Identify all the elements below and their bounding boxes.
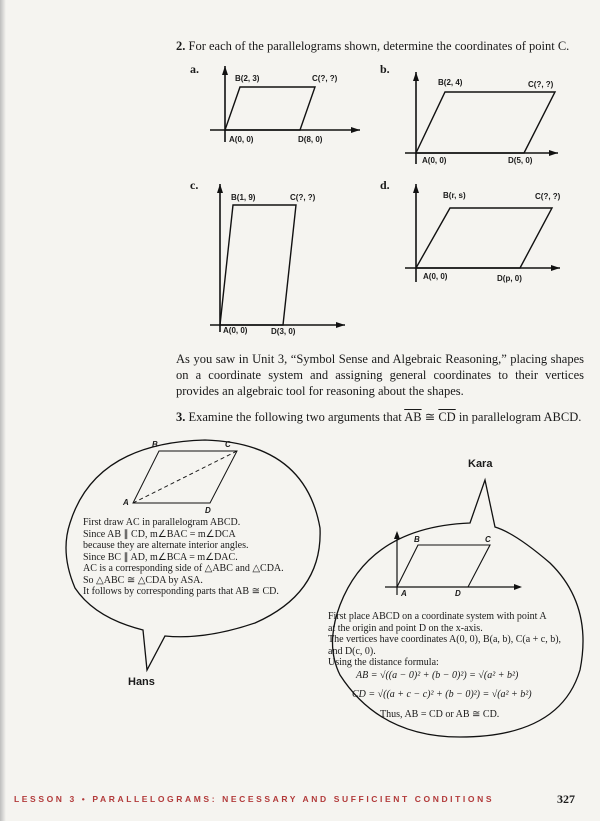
hans-line: First draw AC in parallelogram ABCD. — [83, 517, 241, 528]
kara-point-a: A — [401, 589, 407, 598]
question-2-text: For each of the parallelograms shown, determine the coordinates of point C. — [188, 39, 570, 53]
hans-argument — [83, 517, 303, 598]
figure-b-point-c: C(?, ?) — [528, 80, 554, 89]
kara-point-c: C — [485, 535, 491, 544]
hans-line: AC is a corresponding side of △ABC and △CDA. — [83, 563, 284, 574]
kara-line: at the origin and point D on the x-axis. — [328, 622, 483, 634]
kara-line: Using the distance formula: — [328, 657, 439, 668]
kara-line: and D(c, 0). — [328, 645, 376, 657]
hans-point-c: C — [225, 440, 231, 449]
figure-b-point-b: B(2, 4) — [438, 78, 463, 87]
figure-a-point-d: D(8, 0) — [298, 135, 323, 144]
figure-b-label: b. — [380, 62, 390, 76]
hans-name: Hans — [128, 676, 155, 688]
figure-a-point-b: B(2, 3) — [235, 74, 260, 83]
question-3 — [176, 409, 596, 425]
kara-line: The vertices have coordinates A(0, 0), B(a, b), C(a + c, b), — [328, 634, 562, 645]
hans-point-a: A — [123, 498, 129, 507]
hans-line: It follows by corresponding parts that AB ≅ CD. — [83, 586, 279, 597]
figure-c-point-b: B(1, 9) — [231, 193, 256, 202]
figure-d-point-c: C(?, ?) — [535, 192, 561, 201]
segment-ab: $\overline{AB}$ — [404, 410, 422, 424]
kara-equation-ab: AB = √((a − 0)² + (b − 0)²) = √(a² + b²) — [356, 670, 519, 681]
figure-b-point-a: A(0, 0) — [422, 156, 447, 165]
hans-line: because they are alternate interior angles. — [83, 540, 249, 551]
hans-line: Since BC ∥ AD, m∠BCA = m∠DAC. — [83, 551, 238, 563]
kara-name: Kara — [468, 458, 493, 470]
figure-c-label: c. — [190, 178, 199, 192]
figure-c-point-a: A(0, 0) — [223, 326, 248, 335]
figure-c-point-d: D(3, 0) — [271, 327, 296, 336]
question-2 — [176, 39, 596, 54]
question-3-text-end: in parallelogram ABCD. — [455, 410, 582, 424]
kara-equation-cd: CD = √((a + c − c)² + (b − 0)²) = √(a² + b²) — [352, 689, 532, 700]
kara-line: First place ABCD on a coordinate system with point A — [328, 611, 547, 622]
figure-b-point-d: D(5, 0) — [508, 156, 533, 165]
figure-a-point-a: A(0, 0) — [229, 135, 254, 144]
segment-cd: $\overline{CD}$ — [438, 410, 456, 424]
kara-conclusion: Thus, AB = CD or AB ≅ CD. — [380, 709, 500, 720]
figure-c-point-c: C(?, ?) — [290, 193, 316, 202]
lesson-footer: LESSON 3 • PARALLELOGRAMS: NECESSARY AND SUFFICIENT CONDITIONS — [14, 794, 495, 804]
figure-d-point-b: B(r, s) — [443, 191, 466, 200]
kara-argument — [328, 611, 573, 669]
kara-point-d: D — [455, 589, 461, 598]
page-number: 327 — [557, 792, 575, 806]
question-2-number: 2. — [176, 39, 186, 53]
question-3-number: 3. — [176, 410, 186, 424]
question-3-text: Examine the following two arguments that — [188, 410, 405, 424]
figure-a-label: a. — [190, 62, 199, 76]
hans-line: So △ABC ≅ △CDA by ASA. — [83, 574, 203, 586]
hans-point-b: B — [152, 440, 158, 449]
figure-d-label: d. — [380, 178, 390, 192]
hans-point-d: D — [205, 506, 211, 515]
figure-a-point-c: C(?, ?) — [312, 74, 338, 83]
kara-point-b: B — [414, 535, 420, 544]
hans-line: Since AB ∥ CD, m∠BAC = m∠DCA — [83, 528, 236, 540]
intro-paragraph: As you saw in Unit 3, “Symbol Sense and Algebraic Reasoning,” placing shapes on a coordinate system and assigning general coordinates to their vertices provides an algebraic tool for reasoning about the shapes. — [176, 352, 584, 398]
figure-d-point-a: A(0, 0) — [423, 272, 448, 281]
congruent-symbol: ≅ — [421, 410, 439, 424]
page-edge — [0, 0, 6, 821]
figure-d-point-d: D(p, 0) — [497, 274, 522, 283]
